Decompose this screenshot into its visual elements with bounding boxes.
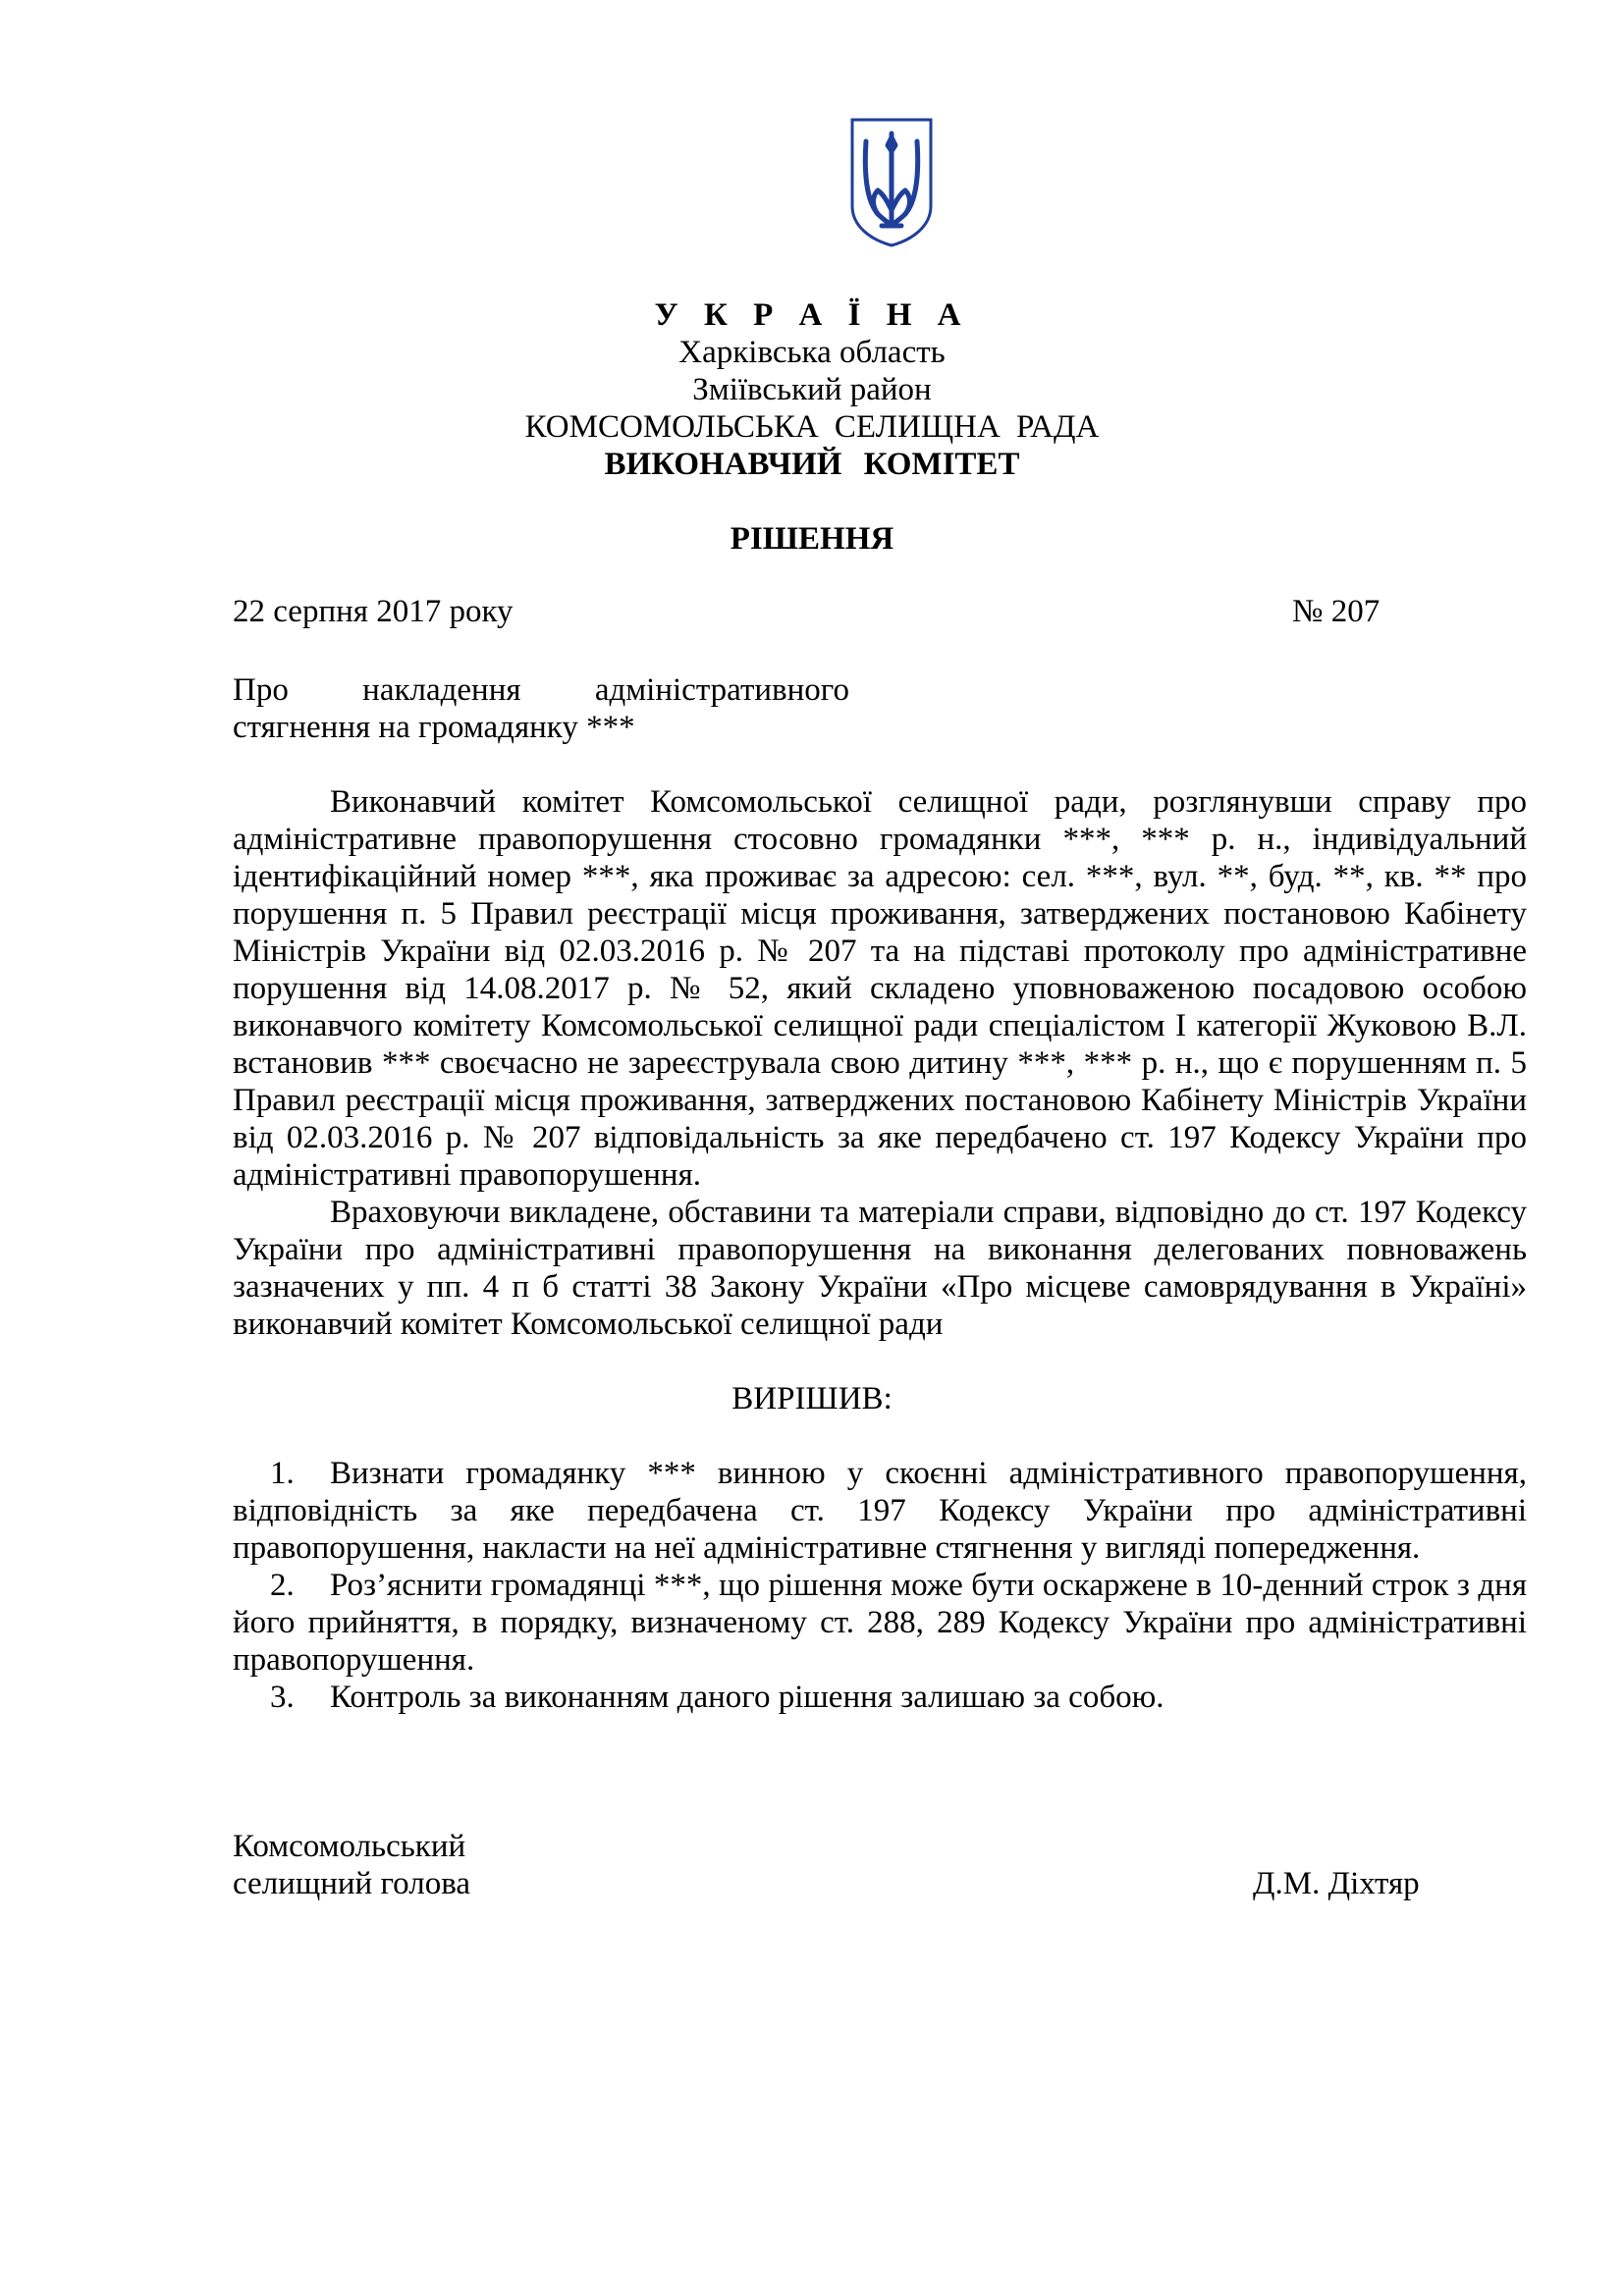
subject-word: адміністративного [594,672,849,708]
subject-word: Про [233,672,289,708]
decided-heading: ВИРІШИВ: [731,1381,893,1416]
signer-position-line-1: Комсомольський [233,1829,466,1864]
document-type-title: РІШЕННЯ [730,521,894,557]
list-item [233,1679,1527,1716]
list-item-text: Контроль за виконанням даного рішення залишаю за собою. [330,1680,1164,1715]
list-item-text: Роз’яснити громадянці ***, що рішення може бути оскаржене в 10-денний строк з дня його прийняття, в порядку, визначеному ст. 288, 289 Кодексу України про адміністративні правопорушення. [233,1568,1527,1678]
list-item-number: 2. [270,1568,295,1603]
body-paragraph-1: Виконавчий комітет Комсомольської селищної ради, розглянувши справу про адміністративне правопорушення стосовно громадянки ***, *** р. н., індивідуальний ідентифікаційний номер ***, яка проживає за адресою: сел. ***, вул. **, буд. **, кв. ** про порушення п. 5 Правил реєстрації місця проживання, затверджених постановою Кабінету Міністрів України від 02.03.2016 р. № 207 та на підставі протоколу про адміністративне порушення від 14.08.2017 р. № 52, який складено уповноваженою посадовою особою виконавчого комітету Комсомольської селищної ради спеціалістом І категорії Жуковою В.Л. встановив *** своєчасно не зареєструвала свою дитину ***, *** р. н., що є порушенням п. 5 Правил реєстрації місця проживання, затверджених постановою Кабінету Міністрів України від 02.03.2016 р. № 207 відповідальність за яке передбачено ст. 197 Кодексу України про адміністративні правопорушення. [233,784,1527,1193]
trident-coat-of-arms-icon [848,116,935,249]
list-item [233,1455,1527,1567]
list-item [233,1567,1527,1679]
signer-name: Д.М. Діхтяр [1253,1866,1420,1901]
document-date: 22 серпня 2017 року [233,594,514,629]
list-item-number: 1. [270,1456,295,1491]
country-heading: У К Р А Ї Н А [654,297,970,333]
list-item-text: Визнати громадянку *** винною у скоєнні адміністративного правопорушення, відповідність за яке передбачена ст. 197 Кодексу України про адміністративні правопорушення, накласти на неї адміністративне стягнення у вигляді попередження. [233,1456,1527,1566]
subject-word: накладення [362,672,521,708]
council-name: КОМСОМОЛЬСЬКА СЕЛИЩНА РАДА [524,409,1100,445]
raion-line: Зміївський район [692,372,932,407]
signer-position-line-2: селищний голова [233,1866,471,1901]
body-paragraph-2: Враховуючи викладене, обставини та матеріали справи, відповідно до ст. 197 Кодексу України про адміністративні правопорушення на виконання делегованих повноважень зазначених у пп. 4 п б статті 38 Закону України «Про місцеве самоврядування в Україні» виконавчий комітет Комсомольської селищної ради [233,1195,1527,1342]
oblast-line: Харківська область [678,335,946,370]
document-number: № 207 [1292,594,1380,629]
committee-name: ВИКОНАВЧИЙ КОМІТЕТ [604,447,1020,482]
subject-line-1 [233,671,849,709]
subject-line-2: стягнення на громадянку *** [233,710,635,745]
list-item-number: 3. [270,1680,295,1715]
decision-items-list [233,1455,1527,1716]
